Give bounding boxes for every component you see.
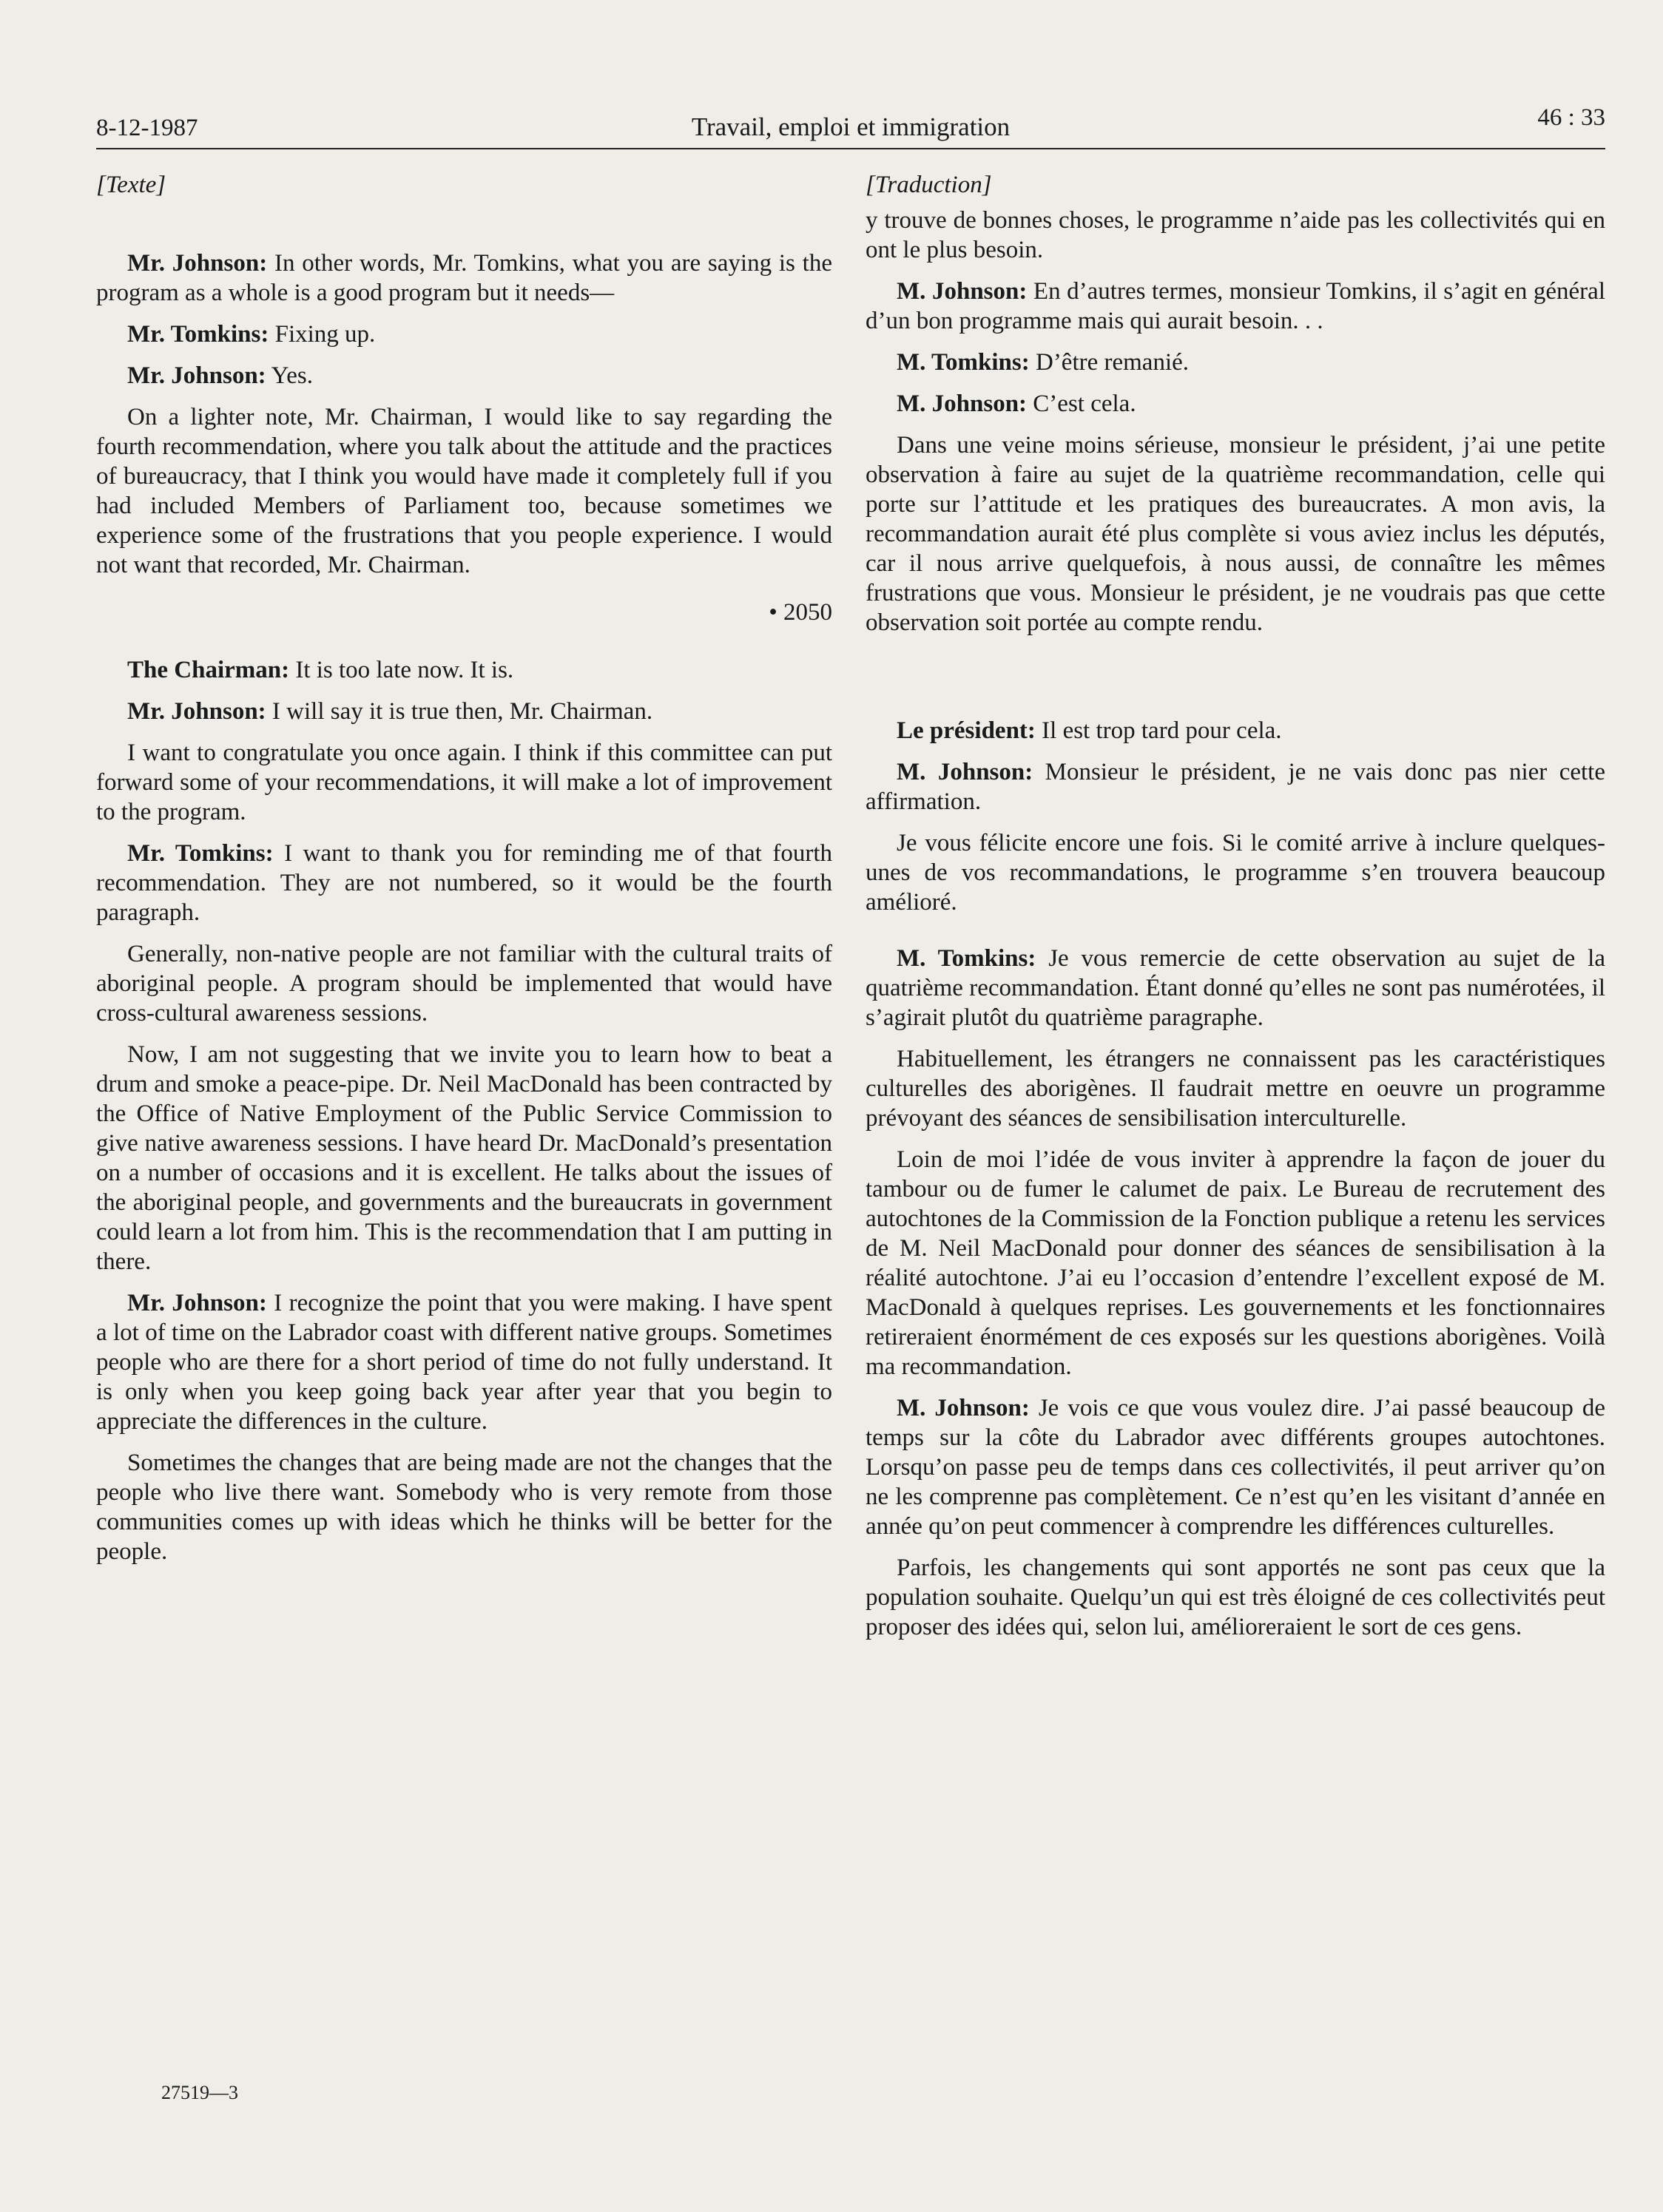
paragraph: Now, I am not suggesting that we invite you to learn how to beat a drum and smoke a peace-pipe. Dr. Neil MacDonald has been contracted by the Office of Native Employment of the Public Service Commission to give native awareness sessions. I have heard Dr. MacDonald’s presentation on a number of occasions and it is excellent. He talks about the issues of the aboriginal people, and governments and the bureaucrats in government could learn a lot from him. This is the recommendation that I am putting in there. — [96, 1041, 832, 1275]
paragraph: y trouve de bonnes choses, le programme n’aide pas les collectivités qui en ont le plus besoin. — [866, 207, 1605, 263]
paragraph: I want to congratulate you once again. I think if this committee can put forward some of your recommendations, it will make a lot of improvement to the program. — [96, 740, 832, 825]
speech-text: Monsieur le président, je ne vais donc pas nier cette affirmation. — [866, 759, 1605, 815]
speech-text: Fixing up. — [269, 321, 376, 348]
paragraph: Loin de moi l’idée de vous inviter à apprendre la façon de jouer du tambour ou de fumer le calumet de paix. Le Bureau de recrutement des autochtones de la Commission de la Fonction publique a retenu les services de M. Neil MacDonald pour donner des séances de sensibilisation à la réalité autochtone. J’ai eu l’occasion d’entendre l’excellent exposé de M. MacDonald à quelques reprises. Les gouvernements et les fonctionnaires retireraient énormément de ces exposés sur les questions aborigènes. Voilà ma recommandation. — [866, 1146, 1605, 1380]
speech-text: Je vous remercie de cette observation au sujet de la quatrième recommandation. Étant donné qu’elles ne sont pas numérotées, il s’agirait plutôt du quatrième paragraphe. — [866, 945, 1605, 1031]
paragraph — [866, 389, 1605, 419]
speaker-name: M. Tomkins: — [897, 945, 1036, 972]
paragraph — [96, 839, 832, 927]
paragraph: Sometimes the changes that are being made are not the changes that the people who live there want. Somebody who is very remote from those communities comes up with ideas which he thinks will be better for the people. — [96, 1450, 832, 1565]
speech-text: D’être remanié. — [1029, 349, 1190, 376]
header-title: Travail, emploi et immigration — [691, 112, 1011, 141]
speech-text: Je vois ce que vous voulez dire. J’ai passé beaucoup de temps sur la côte du Labrador avec différents groupes autochtones. Lorsqu’on passe peu de temps dans ces collectivités, il peut arriver qu’on ne les comprenne pas complètement. Ce n’est qu’en les visitant d’année en année qu’on peut commencer à comprendre les différences culturelles. — [866, 1395, 1605, 1540]
speaker-name: Mr. Tomkins: — [127, 321, 269, 348]
speech-text: I recognize the point that you were making. I have spent a lot of time on the Labrador coast with different native groups. Sometimes people who are there for a short period of time do not fully understand. It is only when you keep going back year after year that you begin to appreciate the differences in the culture. — [96, 1290, 833, 1435]
page-header — [96, 104, 1605, 149]
header-page-number: 46 : 33 — [1537, 104, 1605, 131]
header-date: 8-12-1987 — [96, 115, 198, 141]
paragraph — [96, 248, 832, 308]
paragraph — [96, 319, 832, 349]
paragraph — [866, 716, 1605, 745]
paragraph: Dans une veine moins sérieuse, monsieur le président, j’ai une petite observation à faire au sujet de la quatrième recommandation, celle qui porte sur l’attitude et les pratiques des bureaucrates. A mon avis, la recommandation aurait été plus complète si vous aviez inclus les députés, car il nous arrive quelquefois, à nous aussi, de connaître les mêmes frustrations que vous. Monsieur le président, je ne voudrais pas que cette observation soit portée au compte rendu. — [866, 432, 1605, 636]
speaker-name: Mr. Johnson: — [127, 362, 266, 389]
paragraph: Parfois, les changements qui sont apportés ne sont pas ceux que la population souhaite. Quelqu’un qui est très éloigné de ces collectivités peut proposer des idées qui, selon lui, amélioreraient le sort de ces gens. — [866, 1555, 1605, 1640]
paragraph: On a lighter note, Mr. Chairman, I would like to say regarding the fourth recommendation, where you talk about the attitude and the practices of bureaucracy, that I think you would have made it completely full if you had included Members of Parliament too, because sometimes we experience some of the frustrations that you people experience. I would not want that recorded, Mr. Chairman. — [96, 404, 832, 578]
paragraph — [866, 348, 1605, 377]
speech-text: I want to thank you for reminding me of that fourth recommendation. They are not numbered, so it would be the fourth paragraph. — [96, 840, 832, 926]
speech-text: Il est trop tard pour cela. — [1035, 717, 1282, 744]
speech-text: C’est cela. — [1027, 390, 1136, 417]
speaker-name: Mr. Tomkins: — [127, 840, 274, 867]
speech-text: I will say it is true then, Mr. Chairman. — [266, 698, 653, 725]
speaker-name: Le président: — [897, 717, 1036, 744]
speaker-name: M. Johnson: — [897, 1395, 1030, 1421]
speaker-name: M. Johnson: — [897, 390, 1028, 417]
speech-text: Yes. — [266, 362, 313, 389]
paragraph — [96, 655, 832, 685]
paragraph — [866, 944, 1605, 1032]
timecode: • 2050 — [769, 599, 832, 626]
speech-text: It is too late now. It is. — [289, 657, 514, 683]
paragraph — [96, 1288, 832, 1436]
footer-code: 27519—3 — [161, 2082, 238, 2103]
french-column — [866, 170, 1605, 1654]
paragraph — [96, 697, 832, 726]
text-marker: [Texte] — [96, 172, 166, 198]
speaker-name: The Chairman: — [127, 657, 290, 683]
paragraph: Je vous félicite encore une fois. Si le comité arrive à inclure quelques-unes de vos recommandations, le programme s’en trouvera beaucoup amélioré. — [866, 830, 1605, 916]
english-column — [96, 170, 832, 1578]
speech-text: En d’autres termes, monsieur Tomkins, il s’agit en général d’un bon programme mais qui aurait besoin. . . — [866, 278, 1605, 334]
paragraph — [866, 757, 1605, 816]
paragraph: Generally, non-native people are not familiar with the cultural traits of aboriginal people. A program should be implemented that would have cross-cultural awareness sessions. — [96, 941, 832, 1026]
speaker-name: M. Tomkins: — [897, 349, 1030, 376]
speech-text: In other words, Mr. Tomkins, what you are saying is the program as a whole is a good program but it needs— — [96, 250, 832, 306]
speaker-name: Mr. Johnson: — [127, 698, 266, 725]
paragraph — [866, 1393, 1605, 1541]
speaker-name: Mr. Johnson: — [127, 250, 268, 277]
speaker-name: Mr. Johnson: — [127, 1290, 267, 1316]
paragraph — [96, 361, 832, 390]
speaker-name: M. Johnson: — [897, 278, 1028, 305]
paragraph — [866, 277, 1605, 336]
traduction-marker: [Traduction] — [866, 172, 992, 198]
paragraph: Habituellement, les étrangers ne connaissent pas les caractéristiques culturelles des aborigènes. Il faudrait mettre en oeuvre un programme prévoyant des séances de sensibilisation interculturelle. — [866, 1046, 1605, 1132]
speaker-name: M. Johnson: — [897, 759, 1033, 785]
